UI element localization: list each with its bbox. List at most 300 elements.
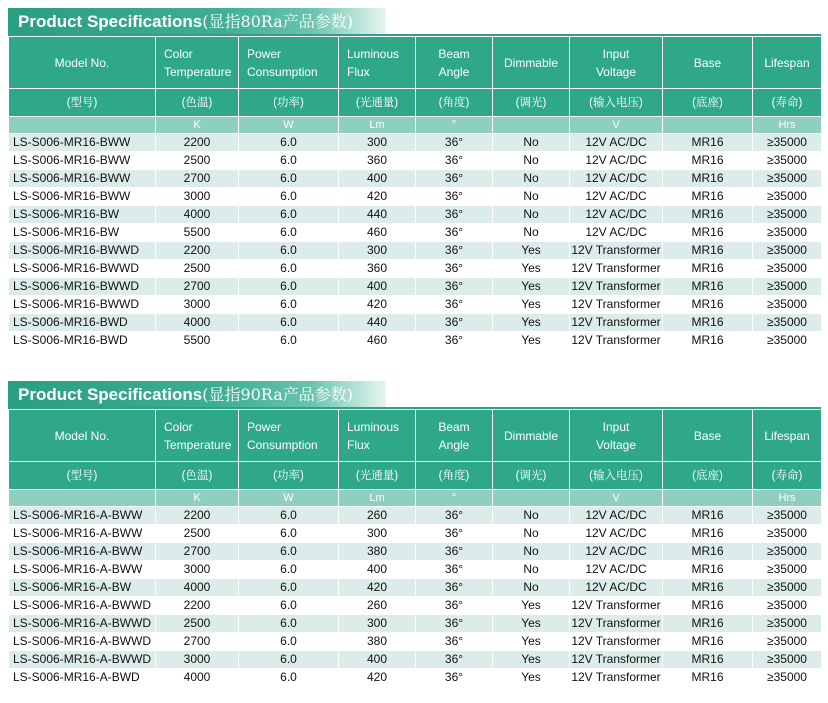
header-cn-power: (功率) [239, 462, 339, 490]
unit-dimmable [493, 490, 570, 507]
cell-flux: 360 [339, 152, 416, 170]
header-dimmable [493, 410, 570, 462]
cell-flux: 400 [339, 651, 416, 669]
cell-model: LS-S006-MR16-A-BWW [9, 525, 156, 543]
cell-angle: 36° [416, 314, 493, 332]
unit-row [9, 490, 822, 507]
header-label: Temperature [164, 64, 232, 79]
cell-model: LS-S006-MR16-BW [9, 206, 156, 224]
cell-flux: 460 [339, 332, 416, 350]
header-label: Color [164, 419, 193, 434]
cell-lifespan: ≥35000 [753, 242, 822, 260]
unit-voltage: V [570, 490, 663, 507]
cell-base: MR16 [663, 170, 753, 188]
header-label: Consumption [247, 437, 318, 452]
header-label: Input [602, 419, 630, 434]
table-row [9, 206, 822, 224]
header-cn-angle: (角度) [416, 89, 493, 117]
cell-lifespan: ≥35000 [753, 525, 822, 543]
cell-temp: 3000 [156, 296, 239, 314]
cell-lifespan: ≥35000 [753, 188, 822, 206]
unit-voltage: V [570, 117, 663, 134]
cell-dimmable: No [493, 188, 570, 206]
cell-power: 6.0 [239, 543, 339, 561]
section-title-bar [8, 8, 821, 36]
header-cn-flux: (光通量) [339, 89, 416, 117]
cell-power: 6.0 [239, 669, 339, 687]
header-label: Flux [347, 437, 370, 452]
unit-flux: Lm [339, 490, 416, 507]
cell-model: LS-S006-MR16-BWD [9, 314, 156, 332]
cell-dimmable: No [493, 579, 570, 597]
cell-dimmable: No [493, 170, 570, 188]
header-cn-temp: (色温) [156, 462, 239, 490]
cell-base: MR16 [663, 206, 753, 224]
cell-base: MR16 [663, 543, 753, 561]
cell-base: MR16 [663, 152, 753, 170]
cell-lifespan: ≥35000 [753, 507, 822, 525]
cell-flux: 400 [339, 561, 416, 579]
cell-flux: 300 [339, 615, 416, 633]
header-flux [339, 410, 416, 462]
cell-model: LS-S006-MR16-A-BWW [9, 561, 156, 579]
cell-temp: 2200 [156, 242, 239, 260]
cell-voltage: 12V AC/DC [570, 170, 663, 188]
cell-voltage: 12V Transformer [570, 597, 663, 615]
header-label: Input [602, 46, 630, 61]
cell-angle: 36° [416, 579, 493, 597]
cell-lifespan: ≥35000 [753, 170, 822, 188]
cell-lifespan: ≥35000 [753, 332, 822, 350]
header-label: Power [247, 46, 282, 61]
cell-base: MR16 [663, 314, 753, 332]
cell-base: MR16 [663, 134, 753, 152]
unit-angle: ° [416, 117, 493, 134]
cell-voltage: 12V AC/DC [570, 188, 663, 206]
cell-angle: 36° [416, 597, 493, 615]
cell-lifespan: ≥35000 [753, 669, 822, 687]
cell-flux: 440 [339, 206, 416, 224]
table-row [9, 296, 822, 314]
header-cn-base: (底座) [663, 462, 753, 490]
cell-voltage: 12V AC/DC [570, 152, 663, 170]
cell-flux: 260 [339, 597, 416, 615]
cell-voltage: 12V AC/DC [570, 579, 663, 597]
table-row [9, 188, 822, 206]
header-cn-angle: (角度) [416, 462, 493, 490]
spec-table-80ra [8, 36, 822, 350]
unit-flux: Lm [339, 117, 416, 134]
table-row [9, 242, 822, 260]
cell-power: 6.0 [239, 260, 339, 278]
header-label: Voltage [595, 437, 637, 452]
cell-voltage: 12V Transformer [570, 242, 663, 260]
cell-angle: 36° [416, 206, 493, 224]
cell-voltage: 12V AC/DC [570, 134, 663, 152]
cell-lifespan: ≥35000 [753, 260, 822, 278]
table-row [9, 152, 822, 170]
table-row [9, 332, 822, 350]
cell-model: LS-S006-MR16-BWWD [9, 260, 156, 278]
header-label: Model No. [54, 428, 110, 443]
cell-angle: 36° [416, 669, 493, 687]
unit-base [663, 490, 753, 507]
cell-model: LS-S006-MR16-A-BWWD [9, 597, 156, 615]
cell-dimmable: No [493, 152, 570, 170]
cell-voltage: 12V Transformer [570, 669, 663, 687]
cell-voltage: 12V AC/DC [570, 507, 663, 525]
header-cn-lifespan: (寿命) [753, 89, 822, 117]
cell-temp: 2700 [156, 278, 239, 296]
cell-temp: 2500 [156, 152, 239, 170]
cell-lifespan: ≥35000 [753, 561, 822, 579]
unit-lifespan: Hrs [753, 117, 822, 134]
cell-power: 6.0 [239, 296, 339, 314]
cell-dimmable: No [493, 206, 570, 224]
cell-flux: 300 [339, 242, 416, 260]
table-row [9, 651, 822, 669]
spec-table-90ra [8, 409, 822, 687]
unit-temp: K [156, 490, 239, 507]
cell-flux: 300 [339, 134, 416, 152]
cell-dimmable: Yes [493, 314, 570, 332]
header-power [239, 37, 339, 89]
cell-angle: 36° [416, 170, 493, 188]
cell-flux: 420 [339, 669, 416, 687]
cell-temp: 2500 [156, 615, 239, 633]
cell-power: 6.0 [239, 206, 339, 224]
unit-model [9, 117, 156, 134]
header-label: Temperature [164, 437, 232, 452]
header-voltage [570, 410, 663, 462]
header-label: Beam [438, 46, 470, 61]
header-label: Lifespan [764, 428, 810, 443]
header-model [9, 37, 156, 89]
header-row [9, 410, 822, 462]
header-base [663, 37, 753, 89]
cell-temp: 2500 [156, 525, 239, 543]
cell-dimmable: Yes [493, 633, 570, 651]
cell-power: 6.0 [239, 152, 339, 170]
cell-angle: 36° [416, 507, 493, 525]
cell-dimmable: Yes [493, 332, 570, 350]
header-label: Base [693, 55, 722, 70]
cell-temp: 4000 [156, 206, 239, 224]
cell-flux: 260 [339, 507, 416, 525]
cell-flux: 420 [339, 188, 416, 206]
cell-lifespan: ≥35000 [753, 224, 822, 242]
cell-angle: 36° [416, 242, 493, 260]
header-label: Model No. [54, 55, 110, 70]
cell-temp: 2200 [156, 597, 239, 615]
header-lifespan [753, 37, 822, 89]
cell-angle: 36° [416, 134, 493, 152]
cell-base: MR16 [663, 224, 753, 242]
table-row [9, 278, 822, 296]
cell-model: LS-S006-MR16-A-BWWD [9, 615, 156, 633]
cell-flux: 400 [339, 278, 416, 296]
cell-voltage: 12V Transformer [570, 278, 663, 296]
cell-base: MR16 [663, 188, 753, 206]
header-label: Lifespan [764, 55, 810, 70]
header-label: Voltage [595, 64, 637, 79]
cell-base: MR16 [663, 507, 753, 525]
cell-flux: 380 [339, 543, 416, 561]
cell-power: 6.0 [239, 525, 339, 543]
cell-lifespan: ≥35000 [753, 579, 822, 597]
cell-model: LS-S006-MR16-BWW [9, 152, 156, 170]
table-row [9, 633, 822, 651]
header-label: Color [164, 46, 193, 61]
cell-dimmable: No [493, 525, 570, 543]
spec-section-80ra [8, 8, 821, 350]
unit-lifespan: Hrs [753, 490, 822, 507]
section-title-bar [8, 381, 821, 409]
table-row [9, 579, 822, 597]
cell-power: 6.0 [239, 332, 339, 350]
cell-power: 6.0 [239, 242, 339, 260]
cell-temp: 2700 [156, 170, 239, 188]
unit-temp: K [156, 117, 239, 134]
cell-dimmable: Yes [493, 260, 570, 278]
cell-power: 6.0 [239, 597, 339, 615]
cell-voltage: 12V Transformer [570, 296, 663, 314]
header-cn-dimmable: (调光) [493, 462, 570, 490]
cell-model: LS-S006-MR16-A-BWWD [9, 633, 156, 651]
cell-lifespan: ≥35000 [753, 633, 822, 651]
cell-base: MR16 [663, 278, 753, 296]
cell-temp: 2700 [156, 633, 239, 651]
cell-model: LS-S006-MR16-A-BW [9, 579, 156, 597]
cell-base: MR16 [663, 669, 753, 687]
table-row [9, 597, 822, 615]
header-row [9, 37, 822, 89]
header-angle [416, 410, 493, 462]
cell-flux: 380 [339, 633, 416, 651]
cell-model: LS-S006-MR16-BWW [9, 134, 156, 152]
cell-dimmable: Yes [493, 597, 570, 615]
cell-temp: 3000 [156, 651, 239, 669]
cell-flux: 300 [339, 525, 416, 543]
cell-power: 6.0 [239, 561, 339, 579]
cell-base: MR16 [663, 260, 753, 278]
cell-angle: 36° [416, 332, 493, 350]
cell-voltage: 12V AC/DC [570, 543, 663, 561]
cell-lifespan: ≥35000 [753, 152, 822, 170]
cell-voltage: 12V Transformer [570, 332, 663, 350]
cell-angle: 36° [416, 633, 493, 651]
unit-base [663, 117, 753, 134]
cell-base: MR16 [663, 579, 753, 597]
table-row [9, 260, 822, 278]
cell-temp: 5500 [156, 332, 239, 350]
cell-base: MR16 [663, 651, 753, 669]
cell-model: LS-S006-MR16-A-BWW [9, 543, 156, 561]
cell-flux: 360 [339, 260, 416, 278]
header-cn-row [9, 89, 822, 117]
cell-dimmable: No [493, 224, 570, 242]
cell-lifespan: ≥35000 [753, 278, 822, 296]
cell-temp: 5500 [156, 224, 239, 242]
cell-temp: 4000 [156, 579, 239, 597]
cell-temp: 4000 [156, 669, 239, 687]
header-label: Angle [438, 64, 470, 79]
cell-angle: 36° [416, 296, 493, 314]
cell-lifespan: ≥35000 [753, 134, 822, 152]
cell-temp: 3000 [156, 561, 239, 579]
spec-section-90ra [8, 381, 821, 687]
header-label: Dimmable [503, 55, 558, 70]
cell-dimmable: Yes [493, 651, 570, 669]
cell-power: 6.0 [239, 224, 339, 242]
cell-model: LS-S006-MR16-A-BWWD [9, 651, 156, 669]
unit-power: W [239, 117, 339, 134]
cell-dimmable: No [493, 561, 570, 579]
cell-lifespan: ≥35000 [753, 206, 822, 224]
header-flux [339, 37, 416, 89]
header-cn-model: (型号) [9, 89, 156, 117]
header-label: Base [693, 428, 722, 443]
cell-model: LS-S006-MR16-BWD [9, 332, 156, 350]
title-rule [8, 34, 821, 36]
cell-lifespan: ≥35000 [753, 296, 822, 314]
cell-power: 6.0 [239, 170, 339, 188]
cell-model: LS-S006-MR16-A-BWW [9, 507, 156, 525]
unit-dimmable [493, 117, 570, 134]
cell-dimmable: Yes [493, 615, 570, 633]
cell-base: MR16 [663, 332, 753, 350]
header-label: Beam [438, 419, 470, 434]
header-label: Dimmable [503, 428, 558, 443]
cell-lifespan: ≥35000 [753, 615, 822, 633]
title-rule [8, 407, 821, 409]
cell-temp: 4000 [156, 314, 239, 332]
unit-row [9, 117, 822, 134]
cell-angle: 36° [416, 278, 493, 296]
cell-lifespan: ≥35000 [753, 597, 822, 615]
header-label: Power [247, 419, 282, 434]
cell-voltage: 12V Transformer [570, 615, 663, 633]
cell-base: MR16 [663, 242, 753, 260]
cell-flux: 400 [339, 170, 416, 188]
header-cn-power: (功率) [239, 89, 339, 117]
header-lifespan [753, 410, 822, 462]
table-row [9, 314, 822, 332]
cell-base: MR16 [663, 296, 753, 314]
cell-power: 6.0 [239, 134, 339, 152]
cell-angle: 36° [416, 188, 493, 206]
cell-power: 6.0 [239, 633, 339, 651]
cell-power: 6.0 [239, 579, 339, 597]
cell-base: MR16 [663, 597, 753, 615]
cell-dimmable: No [493, 507, 570, 525]
unit-model [9, 490, 156, 507]
cell-angle: 36° [416, 561, 493, 579]
header-cn-lifespan: (寿命) [753, 462, 822, 490]
cell-dimmable: Yes [493, 296, 570, 314]
header-cn-row [9, 462, 822, 490]
cell-angle: 36° [416, 615, 493, 633]
cell-temp: 2500 [156, 260, 239, 278]
cell-voltage: 12V Transformer [570, 260, 663, 278]
cell-voltage: 12V Transformer [570, 651, 663, 669]
cell-angle: 36° [416, 152, 493, 170]
table-row [9, 507, 822, 525]
cell-base: MR16 [663, 615, 753, 633]
cell-model: LS-S006-MR16-BWWD [9, 242, 156, 260]
unit-power: W [239, 490, 339, 507]
cell-model: LS-S006-MR16-BW [9, 224, 156, 242]
header-label: Luminous [347, 419, 400, 434]
cell-power: 6.0 [239, 507, 339, 525]
cell-power: 6.0 [239, 651, 339, 669]
table-row [9, 543, 822, 561]
cell-voltage: 12V Transformer [570, 633, 663, 651]
cell-dimmable: Yes [493, 669, 570, 687]
header-cn-voltage: (输入电压) [570, 89, 663, 117]
cell-voltage: 12V AC/DC [570, 224, 663, 242]
header-base [663, 410, 753, 462]
table-row [9, 615, 822, 633]
cell-dimmable: Yes [493, 278, 570, 296]
cell-angle: 36° [416, 543, 493, 561]
section-title: Product Specifications(显指90Ra产品参数) [18, 385, 354, 404]
cell-voltage: 12V AC/DC [570, 206, 663, 224]
header-label: Angle [438, 437, 470, 452]
cell-angle: 36° [416, 260, 493, 278]
header-angle [416, 37, 493, 89]
cell-voltage: 12V AC/DC [570, 525, 663, 543]
table-row [9, 134, 822, 152]
cell-voltage: 12V Transformer [570, 314, 663, 332]
header-temp [156, 410, 239, 462]
cell-flux: 440 [339, 314, 416, 332]
header-power [239, 410, 339, 462]
cell-model: LS-S006-MR16-BWW [9, 170, 156, 188]
cell-model: LS-S006-MR16-BWWD [9, 278, 156, 296]
cell-power: 6.0 [239, 314, 339, 332]
header-cn-temp: (色温) [156, 89, 239, 117]
unit-angle: ° [416, 490, 493, 507]
cell-temp: 2200 [156, 507, 239, 525]
cell-lifespan: ≥35000 [753, 651, 822, 669]
cell-angle: 36° [416, 525, 493, 543]
table-row [9, 224, 822, 242]
table-row [9, 525, 822, 543]
cell-flux: 420 [339, 579, 416, 597]
cell-angle: 36° [416, 651, 493, 669]
header-label: Flux [347, 64, 370, 79]
cell-voltage: 12V AC/DC [570, 561, 663, 579]
cell-temp: 2200 [156, 134, 239, 152]
header-voltage [570, 37, 663, 89]
cell-power: 6.0 [239, 278, 339, 296]
header-cn-flux: (光通量) [339, 462, 416, 490]
cell-flux: 460 [339, 224, 416, 242]
header-temp [156, 37, 239, 89]
cell-power: 6.0 [239, 615, 339, 633]
header-label: Consumption [247, 64, 318, 79]
header-cn-voltage: (输入电压) [570, 462, 663, 490]
header-cn-model: (型号) [9, 462, 156, 490]
cell-power: 6.0 [239, 188, 339, 206]
table-row [9, 669, 822, 687]
cell-lifespan: ≥35000 [753, 314, 822, 332]
header-label: Luminous [347, 46, 400, 61]
header-cn-base: (底座) [663, 89, 753, 117]
cell-base: MR16 [663, 525, 753, 543]
cell-model: LS-S006-MR16-A-BWD [9, 669, 156, 687]
